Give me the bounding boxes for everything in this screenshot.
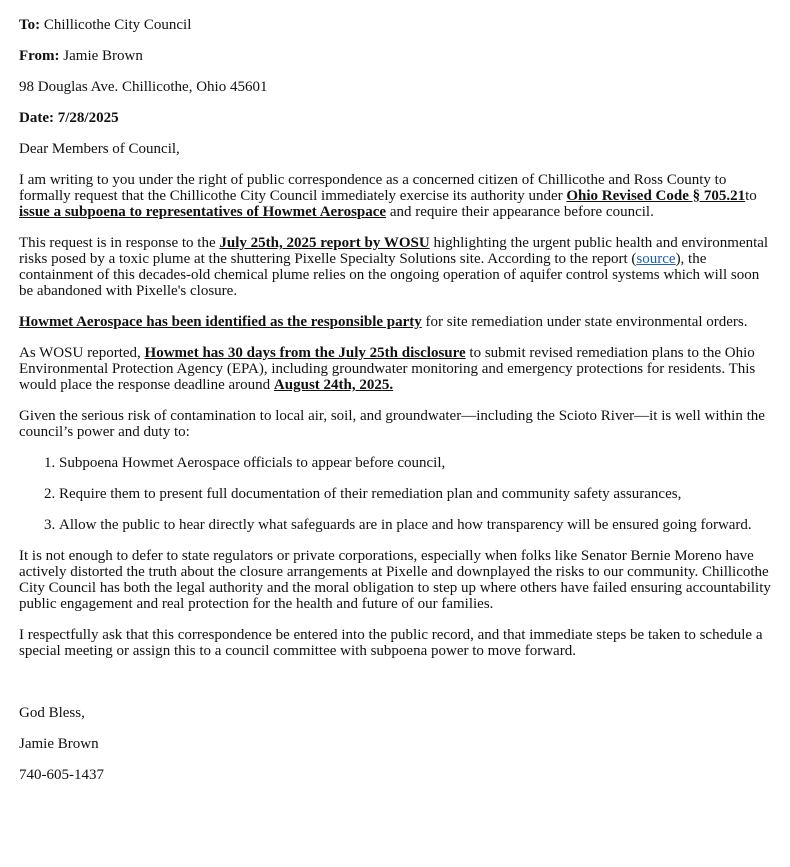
paragraph-risk: Given the serious risk of contamination to local air, soil, and groundwater—including the Scioto River—it is well within the council’s power and duty to:: [19, 408, 765, 440]
text: to: [745, 188, 757, 204]
deadline-date-emphasis: August 24th, 2025.: [273, 377, 394, 393]
paragraph-deadline: [19, 345, 774, 393]
address-line: 98 Douglas Ave. Chillicothe, Ohio 45601: [19, 79, 268, 95]
closing: God Bless,: [19, 705, 85, 721]
from-line: [19, 48, 774, 64]
paragraph-closing-request: I respectfully ask that this correspondence be entered into the public record, and that immediate steps be taken to schedule a special meeting or assign this to a council committee with subpoena power to move forward.: [19, 627, 763, 659]
from-value: Jamie Brown: [63, 48, 143, 64]
salutation: Dear Members of Council,: [19, 141, 180, 157]
ohio-code-reference: Ohio Revised Code § 705.21: [566, 188, 746, 204]
list-item: 1. Subpoena Howmet Aerospace officials to appear before council,: [59, 455, 774, 471]
list-item: 2. Require them to present full documentation of their remediation plan and community safety assurances,: [59, 486, 774, 502]
to-label: To:: [19, 17, 41, 33]
to-line: [19, 17, 774, 33]
text: and require their appearance before council.: [386, 204, 654, 220]
date-value: Date: 7/28/2025: [19, 110, 119, 126]
paragraph-obligation: It is not enough to defer to state regulators or private corporations, especially when folks like Senator Bernie Moreno have actively distorted the truth about the closure arrangements at Pixelle and downplayed the risks to our community. Chillicothe City Council has both the legal authority and the moral obligation to step up where others have failed ensuring accountability public engagement and real protection for the health and future of our families.: [19, 548, 771, 612]
phone-number: 740-605-1437: [19, 767, 104, 783]
text: I am writing to you under the right of public correspondence as a concerned citizen of Chillicothe and Ross County to formally request that the Chillicothe City Council immediately exercise its authority under: [19, 172, 727, 204]
paragraph-request: [19, 172, 774, 220]
thirty-days-emphasis: Howmet has 30 days from the July 25th disclosure: [144, 345, 466, 361]
spacer: [19, 674, 774, 705]
paragraph-wosu-report: [19, 235, 774, 299]
request-list: [19, 455, 774, 533]
signature-name: Jamie Brown: [19, 736, 99, 752]
text: highlighting the urgent public health and environmental risks posed by a toxic plume at the shuttering Pixelle Specialty Solutions site. According to the report (: [19, 235, 769, 267]
date-line: [19, 110, 774, 126]
responsible-party-emphasis: Howmet Aerospace has been identified as the responsible party: [19, 314, 422, 330]
from-label: From:: [19, 48, 60, 64]
text: This request is in response to the: [19, 235, 220, 251]
source-link[interactable]: source: [636, 251, 676, 267]
subpoena-emphasis: issue a subpoena to representatives of Howmet Aerospace: [19, 204, 387, 220]
text: As WOSU reported,: [19, 345, 145, 361]
paragraph-responsible-party: [19, 314, 774, 330]
text: for site remediation under state environmental orders.: [421, 314, 748, 330]
list-item: 3. Allow the public to hear directly what safeguards are in place and how transparency will be ensured going forward.: [59, 517, 774, 533]
text: ), the containment of this decades-old chemical plume relies on the ongoing operation of aquifer control systems which will soon be abandoned with Pixelle's closure.: [19, 251, 760, 299]
text: to submit revised remediation plans to the Ohio Environmental Protection Agency (EPA), including groundwater monitoring and emergency protections for residents. This would place the response deadline around: [19, 345, 756, 393]
to-value: Chillicothe City Council: [43, 17, 192, 33]
wosu-report-emphasis: July 25th, 2025 report by WOSU: [219, 235, 430, 251]
